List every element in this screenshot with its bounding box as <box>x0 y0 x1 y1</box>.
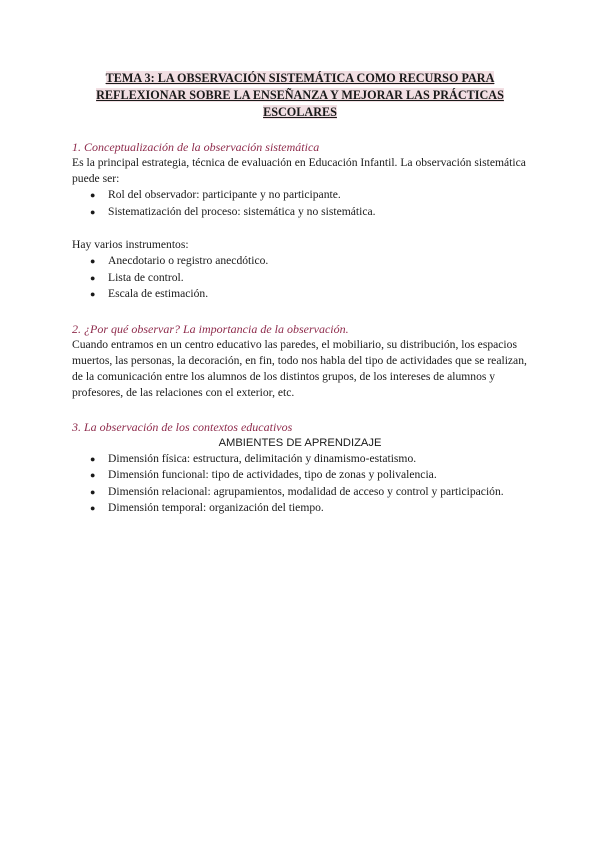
section-2-paragraph: Cuando entramos en un centro educativo las paredes, el mobiliario, su distribución, los espacios muertos, las personas, la decoración, en fin, todo nos habla del tipo de actividades que se realizan, de la comunicación entre los alumnos de los distintos grupos, de los intereses de alumnos y profesores, de las relaciones con el exterior, etc. <box>72 337 527 399</box>
list-item-text: Sistematización del proceso: sistemática y no sistemática. <box>108 204 376 218</box>
bullet-icon: ● <box>90 503 96 513</box>
bullet-icon: ● <box>90 470 96 480</box>
bullet-icon: ● <box>90 453 96 464</box>
section-1-list <box>72 187 528 220</box>
section-3-heading: 3. La observación de los contextos educativos <box>72 419 293 434</box>
section-3-list <box>72 451 528 517</box>
section-2-heading: 2. ¿Por qué observar? La importancia de la observación. <box>72 321 349 336</box>
list-item-text: Dimensión física: estructura, delimitación y dinamismo-estatismo. <box>108 451 417 465</box>
bullet-icon: ● <box>90 272 96 283</box>
list-item-text: Escala de estimación. <box>108 287 209 300</box>
document-title-text: TEMA 3: LA OBSERVACIÓN SISTEMÁTICA COMO RECURSO PARA REFLEXIONAR SOBRE LA ENSEÑANZA Y MEJORAR LAS PRÁCTICAS ESCOLARES <box>96 71 504 119</box>
bullet-icon: ● <box>90 206 96 217</box>
list-item <box>90 286 528 303</box>
list-item-text: Dimensión temporal: organización del tiempo. <box>108 501 324 514</box>
list-item <box>90 187 528 204</box>
instruments-list <box>72 253 528 303</box>
list-item-text: Anecdotario o registro anecdótico. <box>108 254 269 267</box>
bullet-icon: ● <box>90 486 96 497</box>
list-item-text: Lista de control. <box>108 270 184 284</box>
list-item-text: Dimensión funcional: tipo de actividades, tipo de zonas y polivalencia. <box>108 468 437 481</box>
list-item-text: Rol del observador: participante y no participante. <box>108 188 341 201</box>
list-item-text: Dimensión relacional: agrupamientos, modalidad de acceso y control y participación. <box>108 484 504 498</box>
list-item <box>90 204 528 221</box>
list-item <box>90 270 528 287</box>
section-1-paragraph: Es la principal estrategia, técnica de evaluación en Educación Infantil. La observación sistemática puede ser: <box>72 156 526 185</box>
section-1-heading: 1. Conceptualización de la observación sistemática <box>72 140 320 154</box>
section-3-subheading: AMBIENTES DE APRENDIZAJE <box>218 436 382 449</box>
document-title <box>72 70 528 121</box>
list-item <box>90 451 528 468</box>
list-item <box>90 253 528 270</box>
bullet-icon: ● <box>90 289 96 299</box>
bullet-icon: ● <box>90 190 96 200</box>
list-item <box>90 467 528 484</box>
list-item <box>90 484 528 501</box>
list-item <box>90 500 528 517</box>
instruments-intro: Hay varios instrumentos: <box>72 238 189 251</box>
document-page <box>72 70 528 517</box>
bullet-icon: ● <box>90 256 96 266</box>
